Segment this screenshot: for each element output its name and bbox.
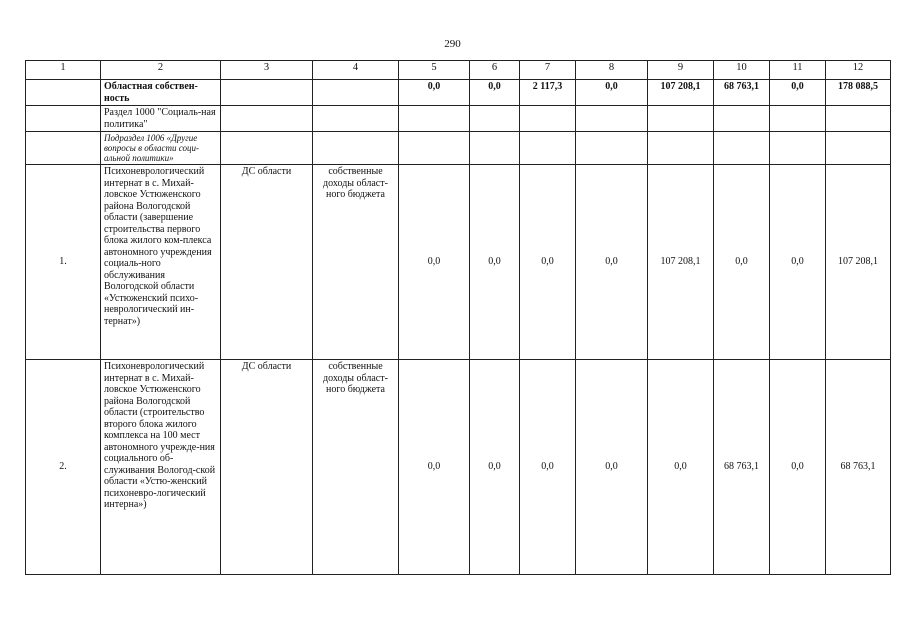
section-row — [26, 106, 891, 132]
value-cell: 0,0 — [576, 165, 648, 360]
value-cell: 0,0 — [770, 165, 826, 360]
funding-source: собственные доходы облаcт-ного бюджета — [313, 165, 399, 360]
value-cell: 0,0 — [520, 165, 576, 360]
value-cell: 0,0 — [770, 360, 826, 575]
subsection-row — [26, 132, 891, 165]
budget-table — [25, 60, 891, 575]
value-cell: 107 208,1 — [648, 165, 714, 360]
column-header: 3 — [221, 61, 313, 80]
column-header: 2 — [101, 61, 221, 80]
total-value: 0,0 — [470, 80, 520, 106]
funding-source: собственные доходы облаcт-ного бюджета — [313, 360, 399, 575]
row-index: 1. — [26, 165, 101, 360]
column-header: 11 — [770, 61, 826, 80]
customer: ДС области — [221, 360, 313, 575]
total-value: 0,0 — [399, 80, 470, 106]
column-header: 8 — [576, 61, 648, 80]
value-cell: 0,0 — [520, 360, 576, 575]
total-value: 68 763,1 — [714, 80, 770, 106]
column-header: 5 — [399, 61, 470, 80]
total-row — [26, 80, 891, 106]
customer: ДС области — [221, 165, 313, 360]
value-cell: 107 208,1 — [826, 165, 891, 360]
column-header: 10 — [714, 61, 770, 80]
column-header: 12 — [826, 61, 891, 80]
section-name: Раздел 1000 "Социаль-ная политика" — [101, 106, 221, 132]
value-cell: 0,0 — [470, 360, 520, 575]
column-header: 1 — [26, 61, 101, 80]
object-name: Психоневрологический интернат в с. Михай-ловское Устюженского района Вологодской области (завершение строительства первого блока жилого ком-плекса автономного учреждения социаль-ного обслуживания Вологодской области «Устюженский психо-неврологический ин-тернат») — [101, 165, 221, 360]
page-number: 290 — [444, 38, 461, 50]
value-cell: 68 763,1 — [714, 360, 770, 575]
total-value: 2 117,3 — [520, 80, 576, 106]
header-row — [26, 61, 891, 80]
value-cell: 0,0 — [399, 165, 470, 360]
value-cell: 0,0 — [714, 165, 770, 360]
object-name: Психоневрологический интернат в с. Михай-ловское Устюженского района Вологодской области (строительство второго блока жилого комплекса на 100 мест автономного учрежде-ния социального об-служивания Вологод-ской области «Устю-женский психоневро-логический интерна») — [101, 360, 221, 575]
column-header: 4 — [313, 61, 399, 80]
total-value: 178 088,5 — [826, 80, 891, 106]
value-cell: 0,0 — [648, 360, 714, 575]
value-cell: 68 763,1 — [826, 360, 891, 575]
value-cell: 0,0 — [470, 165, 520, 360]
column-header: 9 — [648, 61, 714, 80]
total-name: Областная собствен-ность — [101, 80, 221, 106]
total-value: 0,0 — [576, 80, 648, 106]
column-header: 6 — [470, 61, 520, 80]
value-cell: 0,0 — [399, 360, 470, 575]
column-header: 7 — [520, 61, 576, 80]
table-row — [26, 165, 891, 360]
total-value: 107 208,1 — [648, 80, 714, 106]
table-row — [26, 360, 891, 575]
row-index: 2. — [26, 360, 101, 575]
subsection-name: Подраздел 1006 «Другие вопросы в области соци-альной политики» — [101, 132, 221, 165]
total-value: 0,0 — [770, 80, 826, 106]
value-cell: 0,0 — [576, 360, 648, 575]
